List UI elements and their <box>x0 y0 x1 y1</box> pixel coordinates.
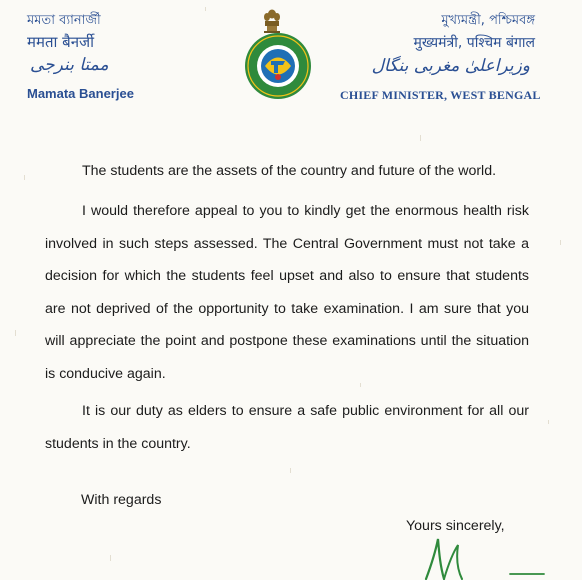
valediction: Yours sincerely, <box>406 518 505 534</box>
paper-fleck <box>548 420 549 424</box>
signature <box>418 533 548 580</box>
paper-fleck <box>290 468 291 473</box>
paper-fleck <box>110 555 111 561</box>
paper-fleck <box>205 7 206 11</box>
paragraph-1: The students are the assets of the country and future of the world. <box>82 163 497 179</box>
regards-line: With regards <box>81 492 162 508</box>
paper-fleck <box>24 175 25 180</box>
name-hindi: ममता बैनर्जी <box>27 33 95 51</box>
title-urdu: وزیراعلیٰ مغربی بنگال <box>371 56 530 76</box>
paper-fleck <box>560 240 561 245</box>
paragraph-2: I would therefore appeal to you to kindly get the enormous health risk involved in such steps assessed. The Central Government must not take a decision for which the students feel upset and also to ensure that students are not deprived of the opportunity to take examination. I am sure that you will appreciate the point and postpone these examinations until the situation is conducive again. <box>45 203 529 382</box>
title-hindi: मुख्यमंत्री, पश्चिम बंगाल <box>413 35 535 51</box>
biswa-bangla-seal-icon <box>243 31 313 101</box>
paragraph-3: It is our duty as elders to ensure a safe public environment for all our students in the country. <box>45 403 529 452</box>
paper-fleck <box>15 330 16 336</box>
paper-fleck <box>420 135 421 141</box>
title-english: CHIEF MINISTER, WEST BENGAL <box>340 88 541 102</box>
name-bengali: মমতা ব্যানার্জী <box>27 13 101 28</box>
name-english: Mamata Banerjee <box>27 86 134 101</box>
title-bengali: মুখ্যমন্ত্রী, পশ্চিমবঙ্গ <box>441 13 535 28</box>
name-urdu: ممتا بنرجی <box>30 55 109 75</box>
